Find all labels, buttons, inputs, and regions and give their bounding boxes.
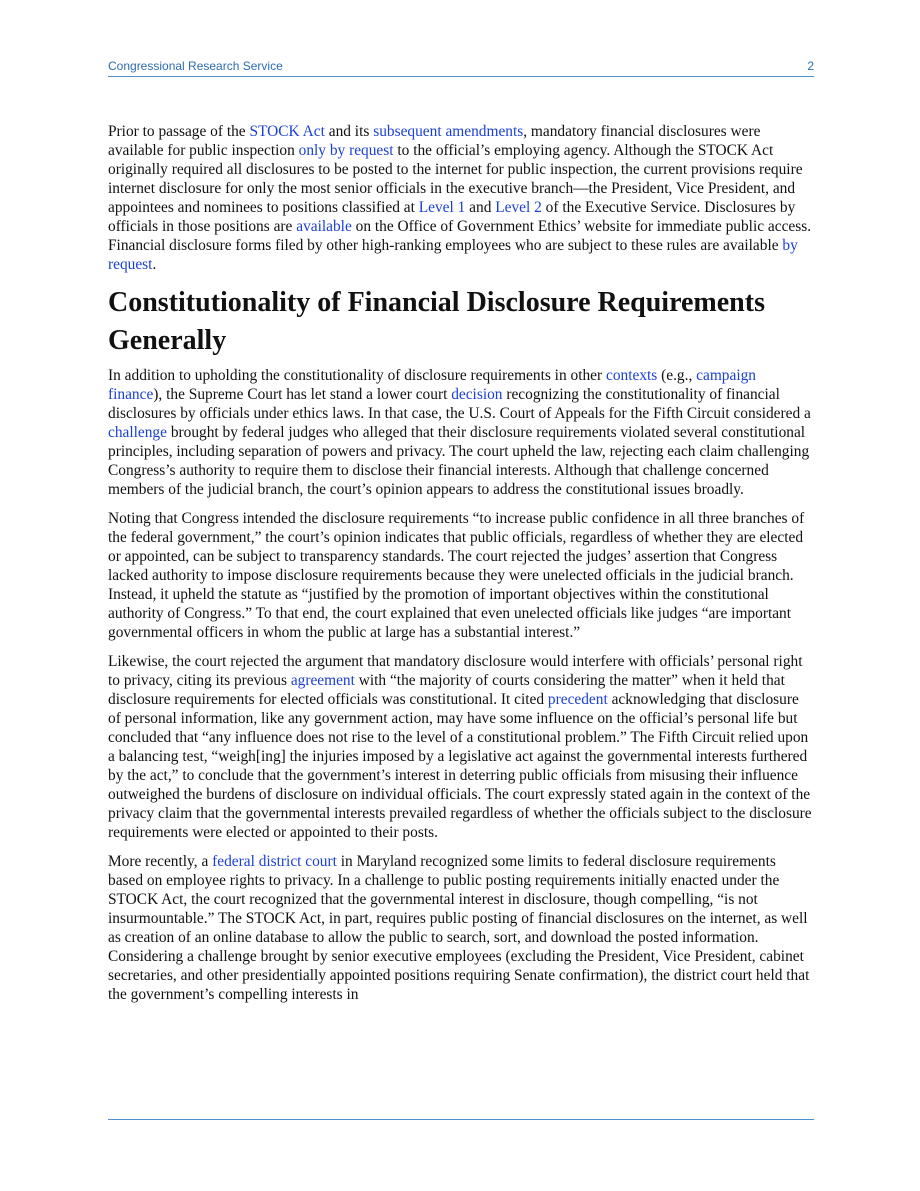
text-run: in Maryland recognized some limits to federal disclosure requirements based on employee rights to privacy. In a challenge to public posting requirements initially enacted under the STOCK Act, the court recognized that the governmental interest in disclosure, though compelling, “is not insurmountable.” The STOCK Act, in part, requires public posting of financial disclosures on the internet, as well as creation of an online database to allow the public to search, sort, and download the posted information. Considering a challenge brought by senior executive employees (excluding the President, Vice President, cabinet secretaries, and other presidentially appointed positions requiring Senate confirmation), the district court held that the government’s compelling interests in [108, 853, 810, 1003]
text-run: More recently, a [108, 853, 213, 870]
text-run: (e.g., [657, 367, 697, 384]
paragraph-4 [108, 652, 814, 842]
paragraph-5 [108, 852, 814, 1004]
text-run: and [465, 199, 496, 216]
section-heading: Constitutionality of Financial Disclosure Requirements Generally [108, 287, 765, 356]
footer-rule [108, 1119, 814, 1120]
link-level-2[interactable]: Level 2 [495, 199, 542, 216]
link-decision[interactable]: decision [451, 386, 503, 403]
text-run: of the Executive Service. Disclosures by officials in those positions are [108, 199, 796, 235]
text-run: . [152, 256, 157, 273]
text-run: , mandatory financial disclosures were available for public inspection [108, 123, 761, 159]
link-federal-district-court[interactable]: federal district court [212, 853, 337, 870]
text-run: In addition to upholding the constitutionality of disclosure requirements in other [108, 367, 606, 384]
text-run: on the Office of Government Ethics’ website for immediate public access. Financial disclosure forms filed by other high-ranking employees who are subject to these rules are available [108, 218, 812, 254]
header-rule [108, 76, 814, 77]
text-run: Likewise, the court rejected the argument that mandatory disclosure would interfere with officials’ personal right to privacy, citing its previous [108, 653, 803, 689]
paragraph-1 [108, 122, 814, 274]
text-run: Prior to passage of the [108, 123, 250, 140]
link-precedent[interactable]: precedent [547, 691, 608, 708]
link-only-by-request[interactable]: only by request [298, 142, 394, 159]
link-agreement[interactable]: agreement [290, 672, 355, 689]
link-by-request[interactable]: by request [108, 237, 798, 273]
link-campaign-finance[interactable]: campaign finance [108, 367, 756, 403]
text-run: and its [324, 123, 374, 140]
text-run: brought by federal judges who alleged that their disclosure requirements violated several constitutional principles, including separation of powers and privacy. The court upheld the law, rejecting each claim challenging Congress’s authority to require them to disclose their financial interests. Although that challenge concerned members of the judicial branch, the court’s opinion appears to address the constitutional issues broadly. [108, 424, 810, 498]
link-stock-act[interactable]: STOCK Act [249, 123, 325, 140]
paragraph-2 [108, 366, 814, 499]
running-header [108, 59, 814, 75]
link-subsequent-amendments[interactable]: subsequent amendments [373, 123, 524, 140]
text-run: recognizing the constitutionality of financial disclosures by officials under ethics laws. In that case, the U.S. Court of Appeals for the Fifth Circuit considered a [108, 386, 811, 422]
paragraph-3: Noting that Congress intended the disclosure requirements “to increase public confidence in all three branches of the federal government,” the court’s opinion indicates that public officials, regardless of whether they are elected or appointed, can be subject to transparency standards. The court rejected the judges’ assertion that Congress lacked authority to impose disclosure requirements because they were unelected officials in the judicial branch. Instead, it upheld the statute as “justified by the promotion of important objectives within the constitutional authority of Congress.” To that end, the court explained that even unelected officials like judges “are important governmental officers in whom the public at large has a substantial interest.” [108, 510, 805, 641]
link-contexts[interactable]: contexts [605, 367, 658, 384]
text-run: acknowledging that disclosure of personal information, like any government action, may have some influence on the official’s personal life but concluded that “any influence does not rise to the level of a constitutional problem.” The Fifth Circuit relied upon a balancing test, “weigh[ing] the injuries imposed by a legislative act against the governmental interests furthered by the act,” to conclude that the government’s interest in deterring public officials from misusing their influence outweighed the burdens of disclosure on individual officials. The court expressly stated again in the context of the privacy claim that the governmental interests prevailed regardless of whether the officials subject to the disclosure requirements were elected or appointed to their posts. [108, 691, 812, 841]
text-run: to the official’s employing agency. Although the STOCK Act originally required all disclosures to be posted to the internet for public inspection, the current provisions require internet disclosure for only the most senior officials in the executive branch—the President, Vice President, and appointees and nominees to positions classified at [108, 142, 803, 216]
link-available[interactable]: available [296, 218, 352, 235]
header-org: Congressional Research Service [108, 59, 283, 73]
link-challenge[interactable]: challenge [108, 424, 167, 441]
link-level-1[interactable]: Level 1 [418, 199, 466, 216]
header-page-number: 2 [807, 59, 814, 73]
text-run: ), the Supreme Court has let stand a lower court [153, 386, 452, 403]
body-content [108, 122, 814, 1014]
text-run: with “the majority of courts considering the matter” when it held that disclosure requirements for elected officials was constitutional. It cited [108, 672, 785, 708]
